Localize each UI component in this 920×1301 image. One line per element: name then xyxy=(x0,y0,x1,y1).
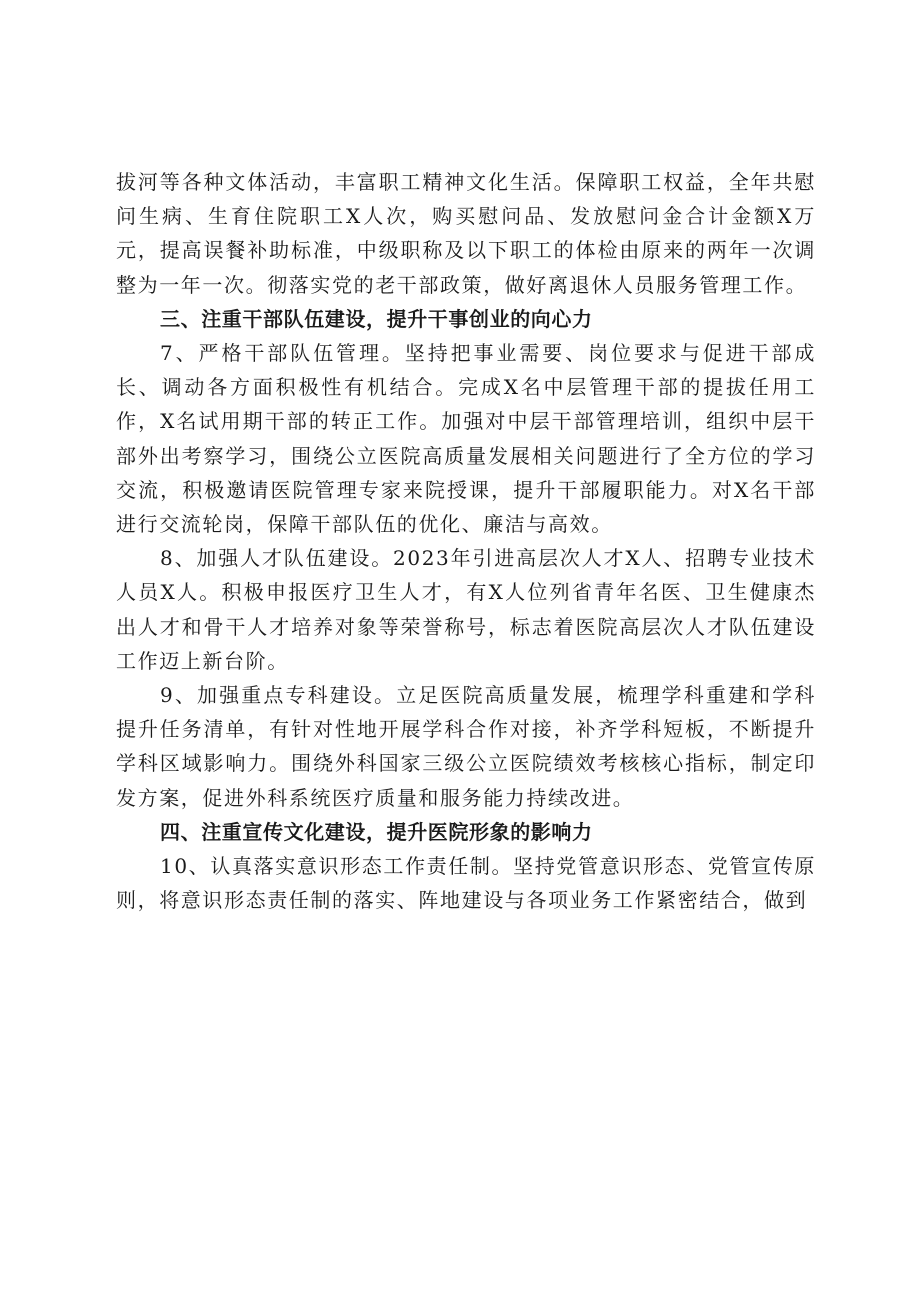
document-body xyxy=(116,165,816,917)
section-heading-4: 四、注重宣传文化建设，提升医院形象的影响力 xyxy=(160,819,593,844)
paragraph-item-7: 7、严格干部队伍管理。坚持把事业需要、岗位要求与促进干部成长、调动各方面积极性有机结合。完成X名中层管理干部的提拔任用工作，X名试用期干部的转正工作。加强对中层干部管理培训，组织中层干部外出考察学习，围绕公立医院高质量发展相关问题进行了全方位的学习交流，积极邀请医院管理专家来院授课，提升干部履职能力。对X名干部进行交流轮岗，保障干部队伍的优化、廉洁与高效。 xyxy=(116,341,816,537)
paragraph-item-9: 9、加强重点专科建设。立足医院高质量发展，梳理学科重建和学科提升任务清单，有针对性地开展学科合作对接，补齐学科短板，不断提升学科区域影响力。围绕外科国家三级公立医院绩效考核核心指标，制定印发方案，促进外科系统医疗质量和服务能力持续改进。 xyxy=(116,683,816,810)
paragraph-staff-welfare: 拔河等各种文体活动，丰富职工精神文化生活。保障职工权益，全年共慰问生病、生育住院职工X人次，购买慰问品、发放慰问金合计金额X万元，提高误餐补助标准，中级职称及以下职工的体检由原来的两年一次调整为一年一次。彻落实党的老干部政策，做好离退休人员服务管理工作。 xyxy=(116,170,816,297)
paragraph-item-10: 10、认真落实意识形态工作责任制。坚持党管意识形态、党管宣传原则，将意识形态责任制的落实、阵地建设与各项业务工作紧密结合，做到 xyxy=(116,854,816,913)
section-heading-3: 三、注重干部队伍建设，提升干事创业的向心力 xyxy=(160,306,593,331)
paragraph-item-8: 8、加强人才队伍建设。2023年引进高层次人才X人、招聘专业技术人员X人。积极申报医疗卫生人才，有X人位列省青年名医、卫生健康杰出人才和骨干人才培养对象等荣誉称号，标志着医院高层次人才队伍建设工作迈上新台阶。 xyxy=(116,546,816,673)
